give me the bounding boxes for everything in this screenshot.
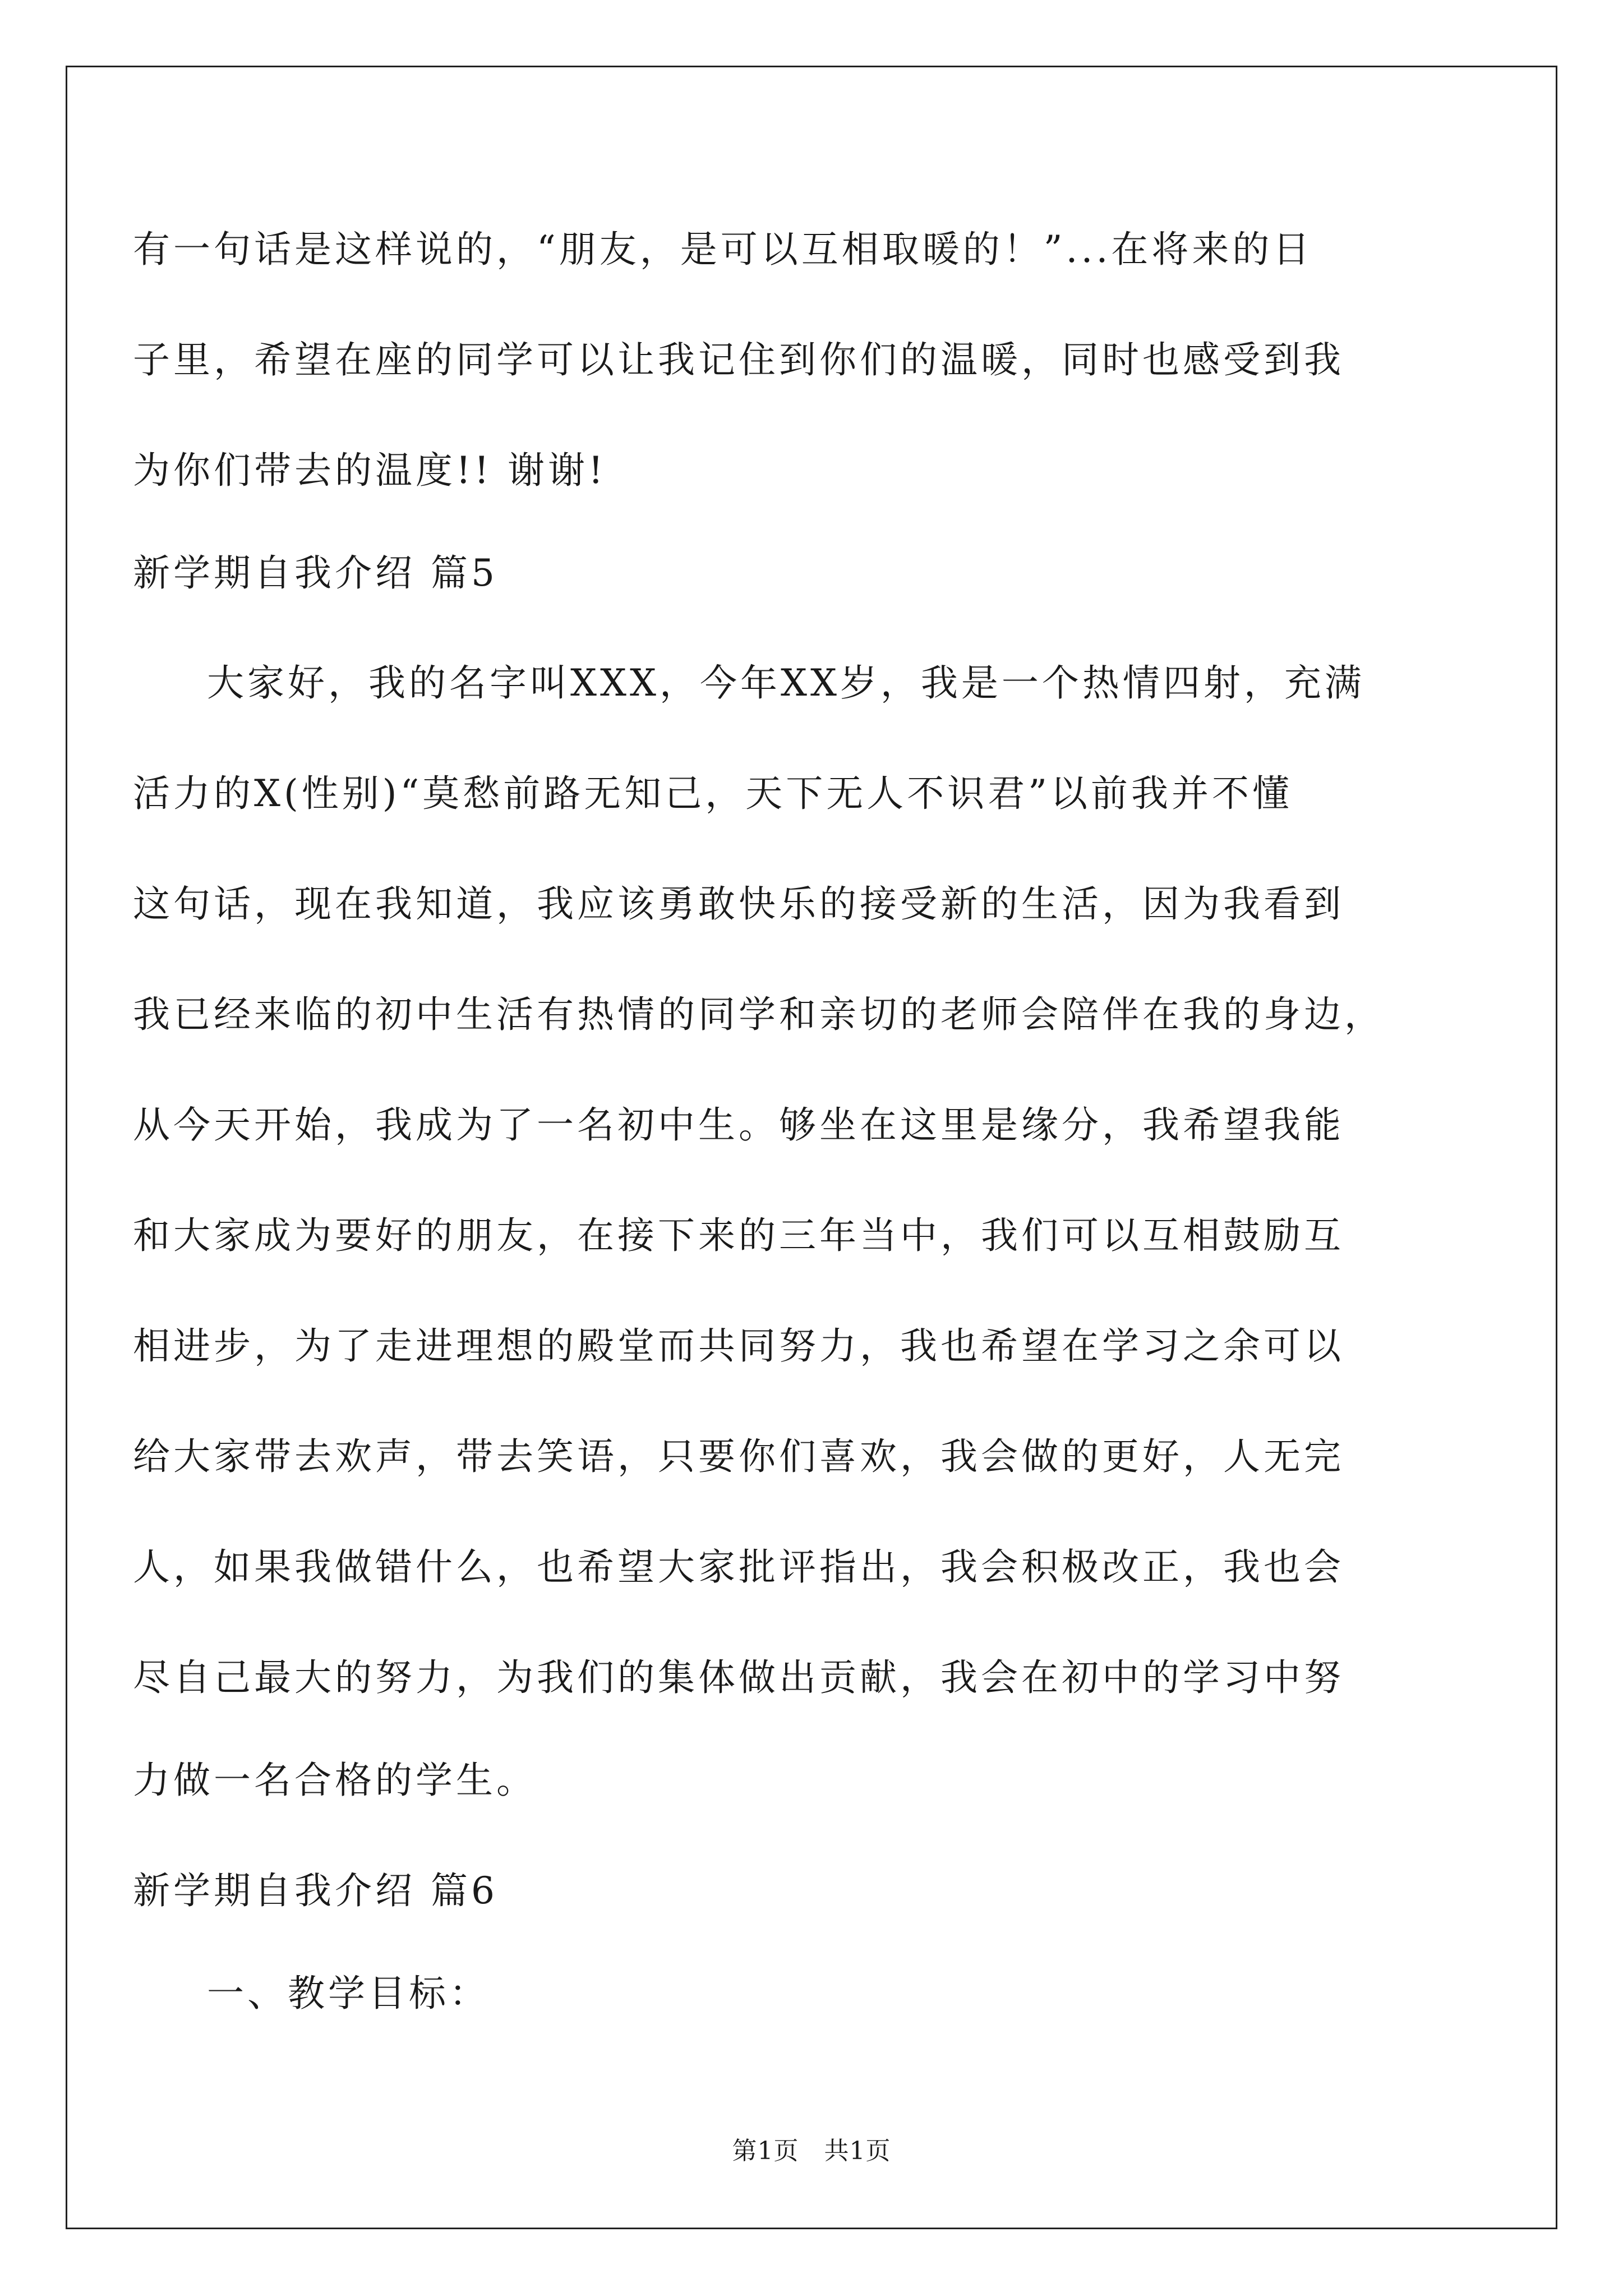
paragraph-line: 一、教学目标：	[207, 1972, 490, 2015]
section-heading: 新学期自我介绍 篇5	[133, 551, 498, 595]
paragraph-line: 大家好，我的名字叫XXX，今年XX岁，我是一个热情四射，充满	[207, 661, 1365, 705]
paragraph-line: 这句话，现在我知道，我应该勇敢快乐的接受新的生活，因为我看到	[133, 882, 1344, 926]
paragraph-line: 从今天开始，我成为了一名初中生。够坐在这里是缘分，我希望我能	[133, 1103, 1344, 1147]
paragraph-line: 给大家带去欢声，带去笑语，只要你们喜欢，我会做的更好，人无完	[133, 1435, 1344, 1478]
paragraph-line: 我已经来临的初中生活有热情的同学和亲切的老师会陪伴在我的身边，	[133, 993, 1385, 1036]
paragraph-line: 人，如果我做错什么，也希望大家批评指出，我会积极改正，我也会	[133, 1545, 1344, 1589]
section-heading: 新学期自我介绍 篇6	[133, 1869, 498, 1912]
paragraph-line: 活力的X(性别)“莫愁前路无知己，天下无人不识君”以前我并不懂	[133, 772, 1293, 815]
paragraph-line: 力做一名合格的学生。	[133, 1759, 537, 1802]
paragraph-line: 和大家成为要好的朋友，在接下来的三年当中，我们可以互相鼓励互	[133, 1214, 1344, 1257]
paragraph-line: 子里，希望在座的同学可以让我记住到你们的温暖，同时也感受到我	[133, 338, 1344, 381]
paragraph-line: 尽自己最大的努力，为我们的集体做出贡献，我会在初中的学习中努	[133, 1656, 1344, 1699]
paragraph-line: 有一句话是这样说的，“朋友，是可以互相取暖的！”...在将来的日	[133, 228, 1313, 271]
paragraph-line: 相进步，为了走进理想的殿堂而共同努力，我也希望在学习之余可以	[133, 1324, 1344, 1368]
page-footer: 第1页 共1页	[732, 2137, 891, 2165]
paragraph-line: 为你们带去的温度!! 谢谢!	[133, 449, 607, 492]
